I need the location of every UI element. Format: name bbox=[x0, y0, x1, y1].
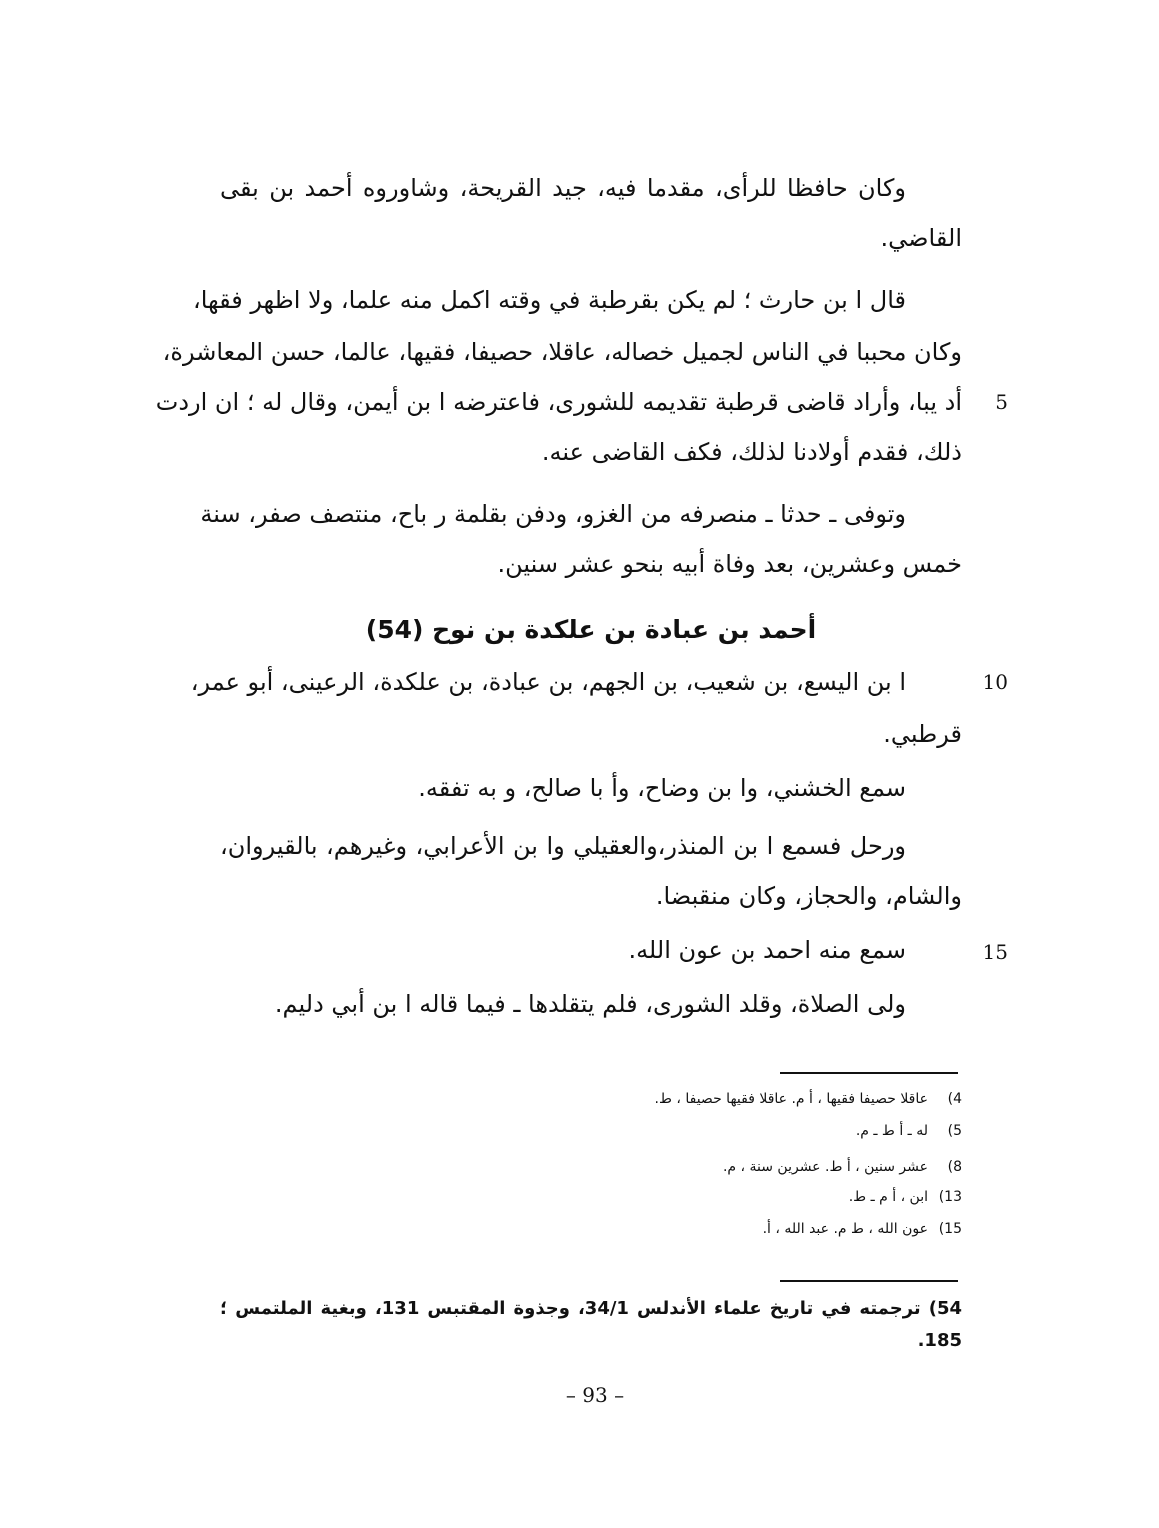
footnote-number: 8) bbox=[947, 1159, 962, 1175]
text-line: ولى الصلاة، وقلد الشورى، فلم يتقلدها ـ فيما قاله ا بن أبي دليم. bbox=[274, 990, 906, 1018]
source-note-line: 185. bbox=[917, 1330, 962, 1351]
footnote bbox=[220, 1088, 962, 1110]
text-line: ورحل فسمع ا بن المنذر،والعقيلي وا بن الأعرابي، وغيرهم، بالقيروان، bbox=[220, 832, 906, 860]
page-number: – 93 – bbox=[565, 1383, 625, 1407]
entry-heading: أحمد بن عبادة بن علكدة بن نوح (54) bbox=[365, 615, 817, 644]
footnote-text: عشر سنين ، أ ط. عشرين سنة ، م. bbox=[722, 1159, 928, 1175]
text-line: القاضي. bbox=[880, 224, 962, 252]
line-number: 5 bbox=[995, 390, 1008, 414]
footnote-number: 15) bbox=[938, 1221, 962, 1237]
footnote bbox=[220, 1156, 962, 1178]
footnote-text: عون الله ، ط م. عبد الله ، أ. bbox=[762, 1221, 928, 1237]
line-number: 15 bbox=[982, 940, 1008, 964]
source-note-line: 54) ترجمته في تاريخ علماء الأندلس 34/1، وجذوة المقتبس 131، وبغية الملتمس ؛ bbox=[220, 1298, 962, 1319]
text-line: سمع منه احمد بن عون الله. bbox=[628, 936, 906, 964]
text-line: ذلك، فقدم أولادنا لذلك، فكف القاضى عنه. bbox=[541, 438, 962, 466]
footnote-text: ابن ، أ م ـ ط. bbox=[848, 1189, 928, 1205]
footnote-number: 4) bbox=[947, 1091, 962, 1107]
footnote-text: عاقلا حصيفا فقيها ، أ م. عاقلا فقيها حصيفا ، ط. bbox=[654, 1091, 928, 1107]
footnote bbox=[220, 1186, 962, 1208]
text-line: سمع الخشني، وا بن وضاح، وأ با صالح، و به تفقه. bbox=[418, 774, 906, 802]
text-line: وكان حافظا للرأى، مقدما فيه، جيد القريحة، وشاوروه أحمد بن بقى bbox=[220, 174, 906, 202]
source-rule bbox=[780, 1280, 958, 1282]
footnote-number: 5) bbox=[947, 1123, 962, 1139]
footnote-number: 13) bbox=[938, 1189, 962, 1205]
footnote-text: له ـ أ ط ـ م. bbox=[855, 1123, 928, 1139]
text-line: قال ا بن حارث ؛ لم يكن بقرطبة في وقته اكمل منه علما، ولا اظهر فقها، bbox=[192, 286, 906, 314]
footnote bbox=[220, 1120, 962, 1142]
line-number: 10 bbox=[982, 670, 1008, 694]
text-line: قرطبي. bbox=[883, 720, 962, 748]
footnote bbox=[220, 1218, 962, 1240]
text-line: خمس وعشرين، بعد وفاة أبيه بنحو عشر سنين. bbox=[497, 550, 962, 578]
text-line: وتوفى ـ حدثا ـ منصرفه من الغزو، ودفن بقلمة ر باح، منتصف صفر، سنة bbox=[200, 500, 906, 528]
text-line: والشام، والحجاز، وكان منقبضا. bbox=[655, 882, 962, 910]
text-line: ا بن اليسع، بن شعيب، بن الجهم، بن عبادة، بن علكدة، الرعينى، أبو عمر، bbox=[190, 668, 906, 696]
footnote-rule bbox=[780, 1072, 958, 1074]
text-line: وكان محببا في الناس لجميل خصاله، عاقلا، حصيفا، فقيها، عالما، حسن المعاشرة، bbox=[162, 338, 962, 366]
text-line: أد يبا، وأراد قاضى قرطبة تقديمه للشورى، فاعترضه ا بن أيمن، وقال له ؛ ان اردت bbox=[155, 388, 962, 416]
